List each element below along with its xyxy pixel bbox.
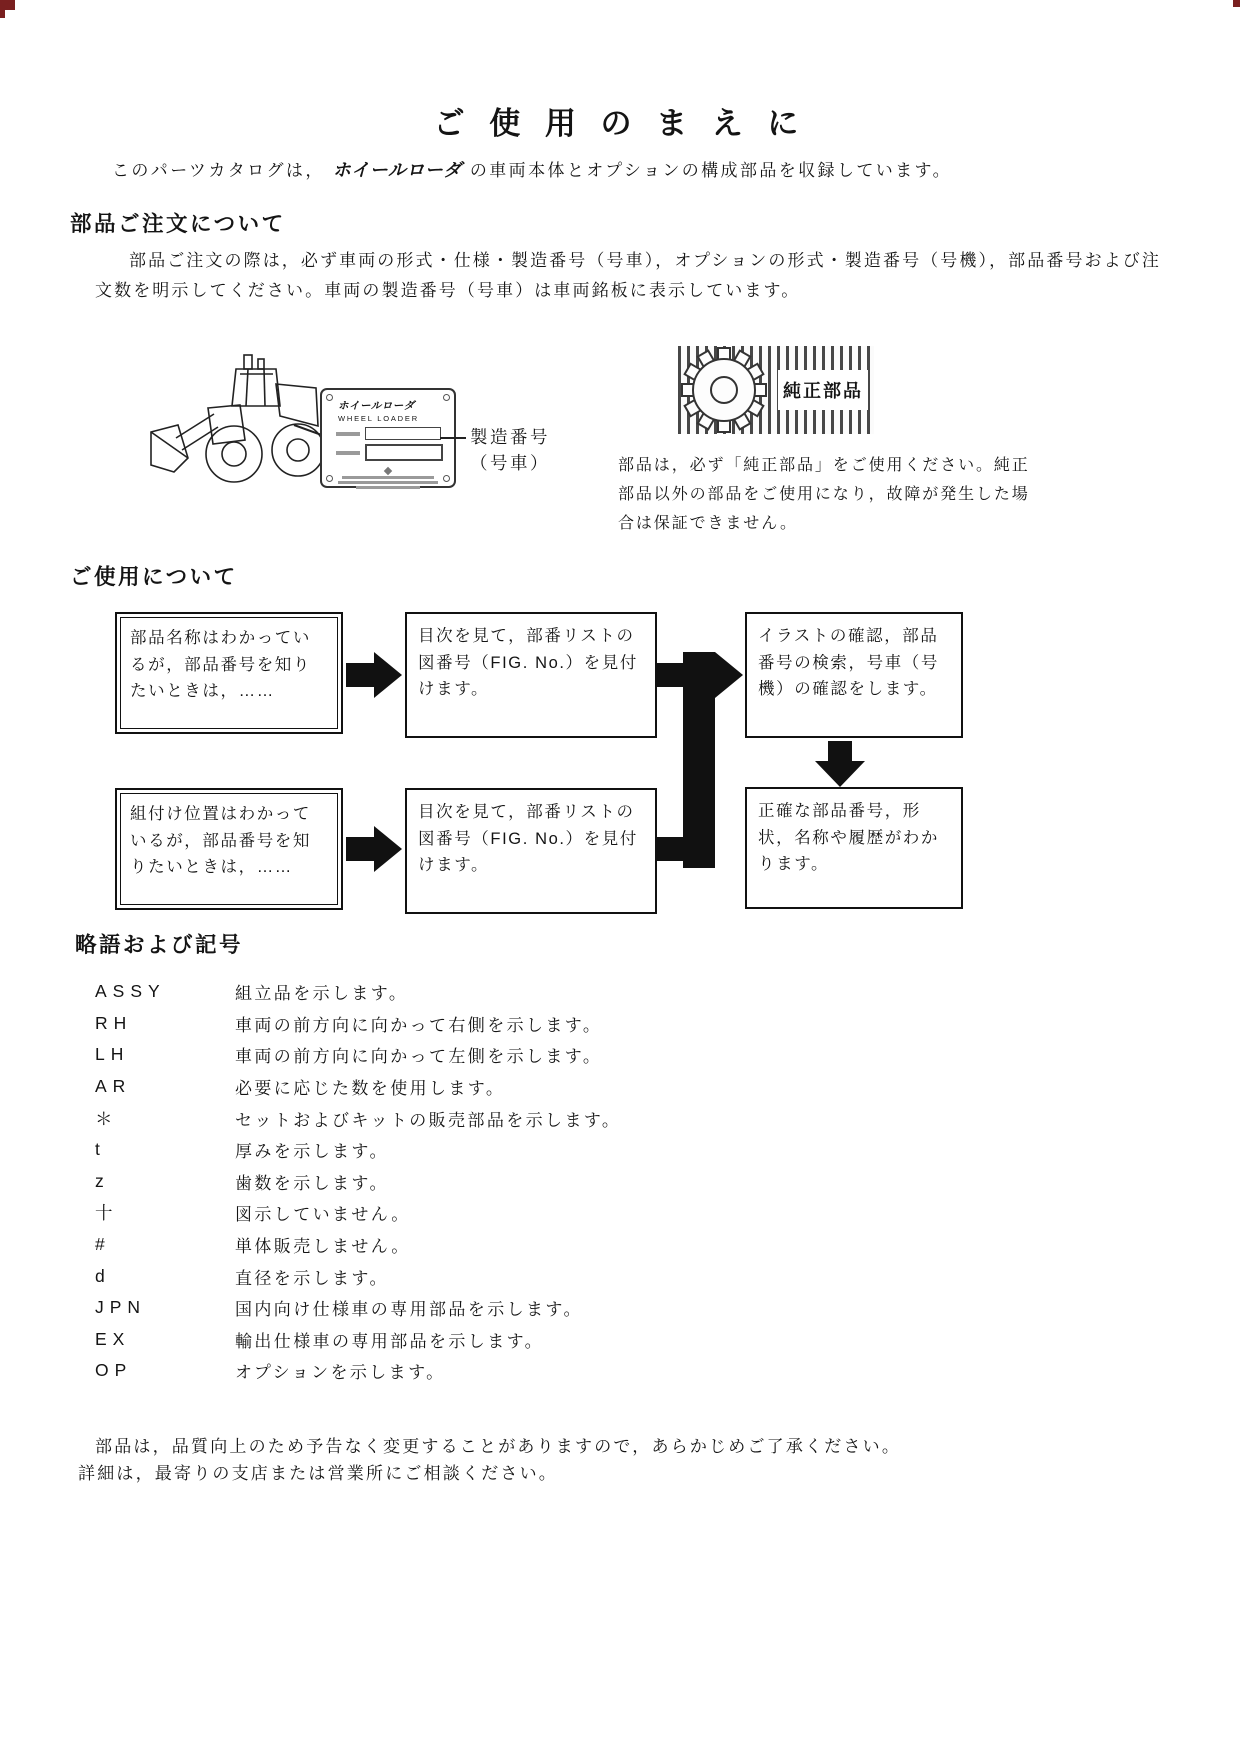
abbr-desc: 国内向け仕様車の専用部品を示します。 bbox=[235, 1300, 583, 1320]
list-item bbox=[95, 1260, 1095, 1292]
list-item bbox=[95, 1292, 1095, 1324]
gear-icon bbox=[680, 346, 768, 434]
genuine-parts-stamp bbox=[678, 346, 874, 434]
abbr-symbol: z bbox=[95, 1170, 110, 1191]
nameplate-subtitle: WHEEL LOADER bbox=[338, 414, 419, 423]
nameplate-fineprint bbox=[338, 468, 438, 489]
serial-label-line2: （号車） bbox=[470, 453, 550, 474]
page-title: ご 使 用 の ま え に bbox=[433, 106, 807, 141]
screw-icon bbox=[326, 394, 333, 401]
ordering-body-text: 部品ご注文の際は，必ず車両の形式・仕様・製造番号（号車），オプションの形式・製造番号（号機），部品番号および注文数を明示してください。車両の製造番号（号車）は車両銘板に表示しています。 bbox=[95, 251, 1161, 300]
section-heading-usage: ご使用について bbox=[70, 565, 238, 589]
abbr-desc: 歯数を示します。 bbox=[235, 1173, 389, 1193]
arrow-right-icon bbox=[346, 652, 402, 698]
flow-box-location-known bbox=[115, 788, 343, 910]
abbr-desc: 車両の前方向に向かって左側を示します。 bbox=[235, 1047, 603, 1067]
section-heading-abbreviations: 略語および記号 bbox=[75, 933, 244, 957]
nameplate-illustration bbox=[320, 388, 456, 488]
stamp-label: 純正部品 bbox=[778, 370, 868, 410]
flow-connector-bottom bbox=[657, 837, 687, 861]
arrow-down-icon bbox=[815, 741, 865, 787]
scan-artifact-left-edge bbox=[0, 10, 5, 18]
list-item bbox=[95, 1166, 1095, 1198]
abbr-symbol: JPN bbox=[95, 1297, 147, 1318]
nameplate-logo-text: ホイールローダ bbox=[338, 400, 415, 412]
serial-label-line1: 製造番号 bbox=[470, 427, 550, 447]
abbr-desc: 厚みを示します。 bbox=[235, 1142, 389, 1162]
list-item bbox=[95, 1134, 1095, 1166]
maker-mark-icon bbox=[384, 467, 392, 475]
brand-logo-text: ホイールローダ bbox=[332, 160, 462, 180]
abbr-symbol: ＊ bbox=[95, 1108, 119, 1129]
abbr-symbol: t bbox=[95, 1139, 106, 1160]
intro-pre: このパーツカタログは， bbox=[112, 161, 325, 180]
arrow-right-icon bbox=[715, 652, 743, 698]
nameplate-serial-row bbox=[336, 444, 444, 461]
flow-box-text: 部品名称はわかっているが，部品番号を知りたいときは，…… bbox=[120, 617, 338, 729]
intro-line bbox=[112, 156, 1142, 185]
abbr-symbol: EX bbox=[95, 1328, 131, 1349]
abbr-symbol: AR bbox=[95, 1076, 132, 1097]
list-item bbox=[95, 1229, 1095, 1261]
screw-icon bbox=[443, 475, 450, 482]
abbr-desc: 図示していません。 bbox=[235, 1205, 411, 1225]
intro-post: の車両本体とオプションの構成部品を収録しています。 bbox=[469, 161, 952, 180]
abbr-symbol: # bbox=[95, 1234, 111, 1255]
abbr-desc: オプションを示します。 bbox=[235, 1363, 446, 1383]
flow-box-result: 正確な部品番号，形状，名称や履歴がわかります。 bbox=[745, 787, 963, 909]
abbr-desc: 単体販売しません。 bbox=[235, 1237, 411, 1257]
abbr-symbol: RH bbox=[95, 1012, 133, 1033]
list-item bbox=[95, 1324, 1095, 1356]
list-item bbox=[95, 1355, 1095, 1387]
abbr-desc: 輸出仕様車の専用部品を示します。 bbox=[235, 1331, 545, 1351]
abbr-desc: セットおよびキットの販売部品を示します。 bbox=[235, 1110, 622, 1130]
list-item bbox=[95, 1197, 1095, 1229]
list-item bbox=[95, 1008, 1095, 1040]
arrow-right-icon bbox=[346, 826, 402, 872]
abbreviation-list bbox=[95, 976, 1095, 1387]
list-item bbox=[95, 1102, 1095, 1134]
abbr-symbol: d bbox=[95, 1265, 111, 1286]
list-item bbox=[95, 976, 1095, 1008]
section-heading-ordering: 部品ご注文について bbox=[70, 212, 286, 236]
flow-box-find-fig-no-top: 目次を見て，部番リストの図番号（FIG. No.）を見付けます。 bbox=[405, 612, 657, 738]
flow-box-part-name-known bbox=[115, 612, 343, 734]
abbr-symbol: ASSY bbox=[95, 981, 166, 1002]
abbr-symbol: LH bbox=[95, 1044, 130, 1065]
footer-note-line1: 部品は，品質向上のため予告なく変更することがありますので，あらかじめご了承ください。 bbox=[95, 1437, 902, 1456]
abbr-desc: 必要に応じた数を使用します。 bbox=[235, 1079, 506, 1099]
abbr-desc: 組立品を示します。 bbox=[235, 984, 409, 1004]
screw-icon bbox=[326, 475, 333, 482]
list-item bbox=[95, 1039, 1095, 1071]
flow-box-check-illustration: イラストの確認，部品番号の検索，号車（号機）の確認をします。 bbox=[745, 612, 963, 738]
footer-note-line2: 詳細は，最寄りの支店または営業所にご相談ください。 bbox=[78, 1464, 558, 1483]
scan-artifact-top-right bbox=[1233, 0, 1240, 7]
nameplate-model-row bbox=[336, 427, 444, 440]
flow-connector-vertical bbox=[683, 652, 715, 868]
abbr-desc: 車両の前方向に向かって右側を示します。 bbox=[235, 1015, 603, 1035]
flow-box-text: 組付け位置はわかっているが，部品番号を知りたいときは，…… bbox=[120, 793, 338, 905]
screw-icon bbox=[443, 394, 450, 401]
list-item bbox=[95, 1071, 1095, 1103]
flow-box-find-fig-no-bottom: 目次を見て，部番リストの図番号（FIG. No.）を見付けます。 bbox=[405, 788, 657, 914]
scan-artifact-top-left bbox=[0, 0, 15, 10]
abbr-symbol: 十 bbox=[95, 1203, 119, 1224]
serial-number-label bbox=[470, 424, 550, 477]
abbr-symbol: OP bbox=[95, 1360, 133, 1381]
serial-leader-line bbox=[440, 437, 466, 439]
abbr-desc: 直径を示します。 bbox=[235, 1268, 389, 1288]
genuine-parts-note: 部品は，必ず「純正部品」をご使用ください。純正部品以外の部品をご使用になり，故障が発生した場合は保証できません。 bbox=[618, 457, 1030, 532]
